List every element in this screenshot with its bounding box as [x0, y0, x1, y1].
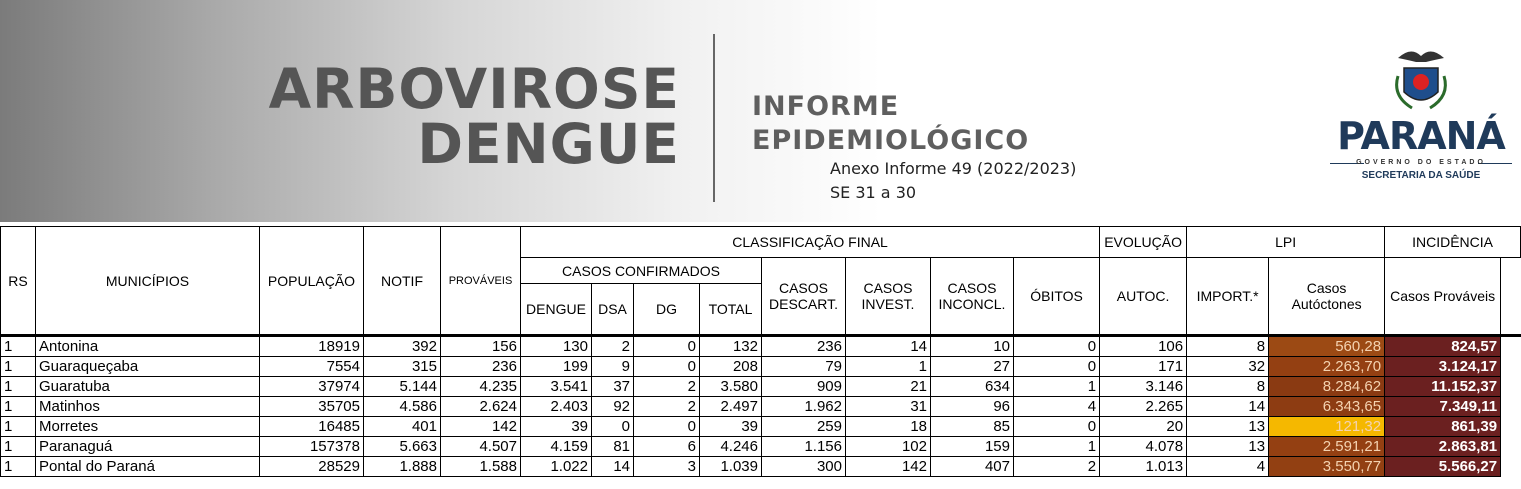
- table-row: [1, 377, 1521, 397]
- cell-notif: 401: [364, 417, 441, 437]
- cell-rs: 1: [1, 457, 36, 477]
- cell-dsa: 2: [592, 336, 634, 357]
- logo-gov-text: GOVERNO DO ESTADO: [1356, 159, 1486, 166]
- cell-dg: 0: [634, 357, 700, 377]
- cell-provaveis: 2.624: [441, 397, 521, 417]
- header-banner: [0, 0, 1521, 222]
- cell-autoc: 106: [1100, 336, 1187, 357]
- cell-inconcl: 159: [931, 437, 1014, 457]
- parana-logo: [1326, 46, 1516, 186]
- cell-populacao: 18919: [260, 336, 364, 357]
- data-table: [0, 226, 1521, 477]
- table-row: [1, 437, 1521, 457]
- col-import: IMPORT.*: [1187, 258, 1269, 336]
- semana-text: SE 31 a 30: [830, 183, 917, 202]
- cell-notif: 392: [364, 336, 441, 357]
- col-provaveis: PROVÁVEIS: [441, 227, 521, 336]
- cell-autoc: 4.078: [1100, 437, 1187, 457]
- cell-rs: 1: [1, 397, 36, 417]
- cell-dg: 3: [634, 457, 700, 477]
- cell-autoc: 1.013: [1100, 457, 1187, 477]
- cell-descart: 300: [762, 457, 846, 477]
- table-row: [1, 457, 1521, 477]
- cell-inc-prov: 861,39: [1385, 417, 1501, 437]
- cell-dengue: 39: [521, 417, 592, 437]
- cell-municipio: Morretes: [36, 417, 260, 437]
- cell-invest: 31: [846, 397, 931, 417]
- table-body: [1, 336, 1521, 477]
- cell-dsa: 92: [592, 397, 634, 417]
- cell-inc-aut: 2.263,70: [1269, 357, 1385, 377]
- cell-inconcl: 85: [931, 417, 1014, 437]
- cell-descart: 259: [762, 417, 846, 437]
- cell-dengue: 2.403: [521, 397, 592, 417]
- cell-descart: 909: [762, 377, 846, 397]
- cell-inc-aut: 3.550,77: [1269, 457, 1385, 477]
- cell-invest: 18: [846, 417, 931, 437]
- cell-provaveis: 4.235: [441, 377, 521, 397]
- col-classificacao: CLASSIFICAÇÃO FINAL: [521, 227, 1100, 258]
- title-block: [250, 57, 680, 176]
- col-populacao: POPULAÇÃO: [260, 227, 364, 336]
- title-line-2: DENGUE: [417, 112, 680, 176]
- col-evolucao: EVOLUÇÃO: [1100, 227, 1187, 258]
- cell-autoc: 3.146: [1100, 377, 1187, 397]
- cell-rs: 1: [1, 336, 36, 357]
- cell-inconcl: 96: [931, 397, 1014, 417]
- cell-inc-aut: 8.284,62: [1269, 377, 1385, 397]
- informe-line-2: EPIDEMIOLÓGICO: [752, 125, 1030, 156]
- cell-inc-prov: 3.124,17: [1385, 357, 1501, 377]
- cell-total: 132: [700, 336, 762, 357]
- cell-provaveis: 142: [441, 417, 521, 437]
- cell-municipio: Guaraqueçaba: [36, 357, 260, 377]
- cell-dg: 0: [634, 336, 700, 357]
- cell-total: 39: [700, 417, 762, 437]
- cell-descart: 236: [762, 336, 846, 357]
- cell-inc-prov: 11.152,37: [1385, 377, 1501, 397]
- cell-municipio: Pontal do Paraná: [36, 457, 260, 477]
- cell-dengue: 1.022: [521, 457, 592, 477]
- informe-block: [752, 90, 1029, 158]
- cell-populacao: 28529: [260, 457, 364, 477]
- cell-inc-aut: 2.591,21: [1269, 437, 1385, 457]
- cell-inc-aut: 121,32: [1269, 417, 1385, 437]
- col-inconcl: CASOS INCONCL.: [931, 258, 1014, 336]
- cell-obitos: 0: [1014, 417, 1100, 437]
- cell-obitos: 1: [1014, 437, 1100, 457]
- table-row: [1, 397, 1521, 417]
- cell-obitos: 0: [1014, 357, 1100, 377]
- col-dg: DG: [634, 284, 700, 336]
- cell-autoc: 20: [1100, 417, 1187, 437]
- cell-inconcl: 634: [931, 377, 1014, 397]
- cell-rs: 1: [1, 357, 36, 377]
- cell-inconcl: 27: [931, 357, 1014, 377]
- cell-populacao: 157378: [260, 437, 364, 457]
- cell-municipio: Antonina: [36, 336, 260, 357]
- cell-inc-aut: 6.343,65: [1269, 397, 1385, 417]
- cell-provaveis: 1.588: [441, 457, 521, 477]
- cell-provaveis: 156: [441, 336, 521, 357]
- col-municipios: MUNICÍPIOS: [36, 227, 260, 336]
- cell-invest: 1: [846, 357, 931, 377]
- col-casos-autoctones: Casos Autóctones: [1269, 258, 1385, 336]
- cell-autoc: 171: [1100, 357, 1187, 377]
- col-descart: CASOS DESCART.: [762, 258, 846, 336]
- cell-populacao: 7554: [260, 357, 364, 377]
- anexo-text: Anexo Informe 49 (2022/2023): [830, 159, 1077, 178]
- cell-import: 8: [1187, 336, 1269, 357]
- cell-inc-aut: 560,28: [1269, 336, 1385, 357]
- cell-populacao: 37974: [260, 377, 364, 397]
- cell-total: 1.039: [700, 457, 762, 477]
- cell-dg: 2: [634, 397, 700, 417]
- cell-dengue: 4.159: [521, 437, 592, 457]
- cell-descart: 1.962: [762, 397, 846, 417]
- cell-dsa: 9: [592, 357, 634, 377]
- cell-inconcl: 407: [931, 457, 1014, 477]
- cell-import: 14: [1187, 397, 1269, 417]
- cell-dg: 2: [634, 377, 700, 397]
- title-line-1: ARBOVIROSE: [268, 57, 680, 121]
- cell-invest: 14: [846, 336, 931, 357]
- col-casos-confirmados: CASOS CONFIRMADOS: [521, 258, 762, 284]
- cell-invest: 102: [846, 437, 931, 457]
- cell-inc-prov: 7.349,11: [1385, 397, 1501, 417]
- col-rs: RS: [1, 227, 36, 336]
- anexo-block: [830, 157, 1076, 205]
- cell-populacao: 35705: [260, 397, 364, 417]
- cell-dsa: 0: [592, 417, 634, 437]
- cell-notif: 4.586: [364, 397, 441, 417]
- cell-notif: 5.144: [364, 377, 441, 397]
- cell-provaveis: 4.507: [441, 437, 521, 457]
- cell-import: 32: [1187, 357, 1269, 377]
- cell-dsa: 37: [592, 377, 634, 397]
- informe-line-1: INFORME: [752, 91, 900, 122]
- cell-municipio: Paranaguá: [36, 437, 260, 457]
- cell-notif: 315: [364, 357, 441, 377]
- col-total: TOTAL: [700, 284, 762, 336]
- cell-populacao: 16485: [260, 417, 364, 437]
- col-casos-provaveis: Casos Prováveis: [1385, 258, 1501, 336]
- col-dsa: DSA: [592, 284, 634, 336]
- col-autoc: AUTOC.: [1100, 258, 1187, 336]
- cell-inc-prov: 5.566,27: [1385, 457, 1501, 477]
- cell-dengue: 130: [521, 336, 592, 357]
- col-lpi: LPI: [1187, 227, 1385, 258]
- col-invest: CASOS INVEST.: [846, 258, 931, 336]
- cell-dengue: 199: [521, 357, 592, 377]
- cell-rs: 1: [1, 377, 36, 397]
- cell-descart: 79: [762, 357, 846, 377]
- cell-obitos: 4: [1014, 397, 1100, 417]
- table-row: [1, 357, 1521, 377]
- cell-total: 3.580: [700, 377, 762, 397]
- cell-dsa: 14: [592, 457, 634, 477]
- cell-invest: 21: [846, 377, 931, 397]
- cell-inc-prov: 2.863,81: [1385, 437, 1501, 457]
- cell-import: 13: [1187, 437, 1269, 457]
- table-row: [1, 417, 1521, 437]
- cell-total: 208: [700, 357, 762, 377]
- table-row: [1, 336, 1521, 357]
- cell-obitos: 2: [1014, 457, 1100, 477]
- divider: [713, 34, 715, 202]
- logo-wordmark: PARANÁ: [1337, 114, 1505, 158]
- logo-sec-text: SECRETARIA DA SAÚDE: [1361, 170, 1481, 181]
- cell-total: 2.497: [700, 397, 762, 417]
- col-incidencia: INCIDÊNCIA: [1385, 227, 1521, 258]
- col-dengue: DENGUE: [521, 284, 592, 336]
- table-header: [1, 227, 1521, 336]
- cell-obitos: 0: [1014, 336, 1100, 357]
- cell-municipio: Guaratuba: [36, 377, 260, 397]
- cell-import: 4: [1187, 457, 1269, 477]
- cell-total: 4.246: [700, 437, 762, 457]
- cell-dg: 6: [634, 437, 700, 457]
- cell-municipio: Matinhos: [36, 397, 260, 417]
- cell-inconcl: 10: [931, 336, 1014, 357]
- cell-descart: 1.156: [762, 437, 846, 457]
- cell-invest: 142: [846, 457, 931, 477]
- cell-notif: 5.663: [364, 437, 441, 457]
- col-notif: NOTIF: [364, 227, 441, 336]
- coat-of-arms-icon: [1326, 46, 1516, 116]
- cell-autoc: 2.265: [1100, 397, 1187, 417]
- cell-inc-prov: 824,57: [1385, 336, 1501, 357]
- cell-import: 13: [1187, 417, 1269, 437]
- cell-obitos: 1: [1014, 377, 1100, 397]
- cell-rs: 1: [1, 437, 36, 457]
- cell-dg: 0: [634, 417, 700, 437]
- cell-dsa: 81: [592, 437, 634, 457]
- cell-provaveis: 236: [441, 357, 521, 377]
- cell-rs: 1: [1, 417, 36, 437]
- cell-import: 8: [1187, 377, 1269, 397]
- cell-dengue: 3.541: [521, 377, 592, 397]
- cell-notif: 1.888: [364, 457, 441, 477]
- col-obitos: ÓBITOS: [1014, 258, 1100, 336]
